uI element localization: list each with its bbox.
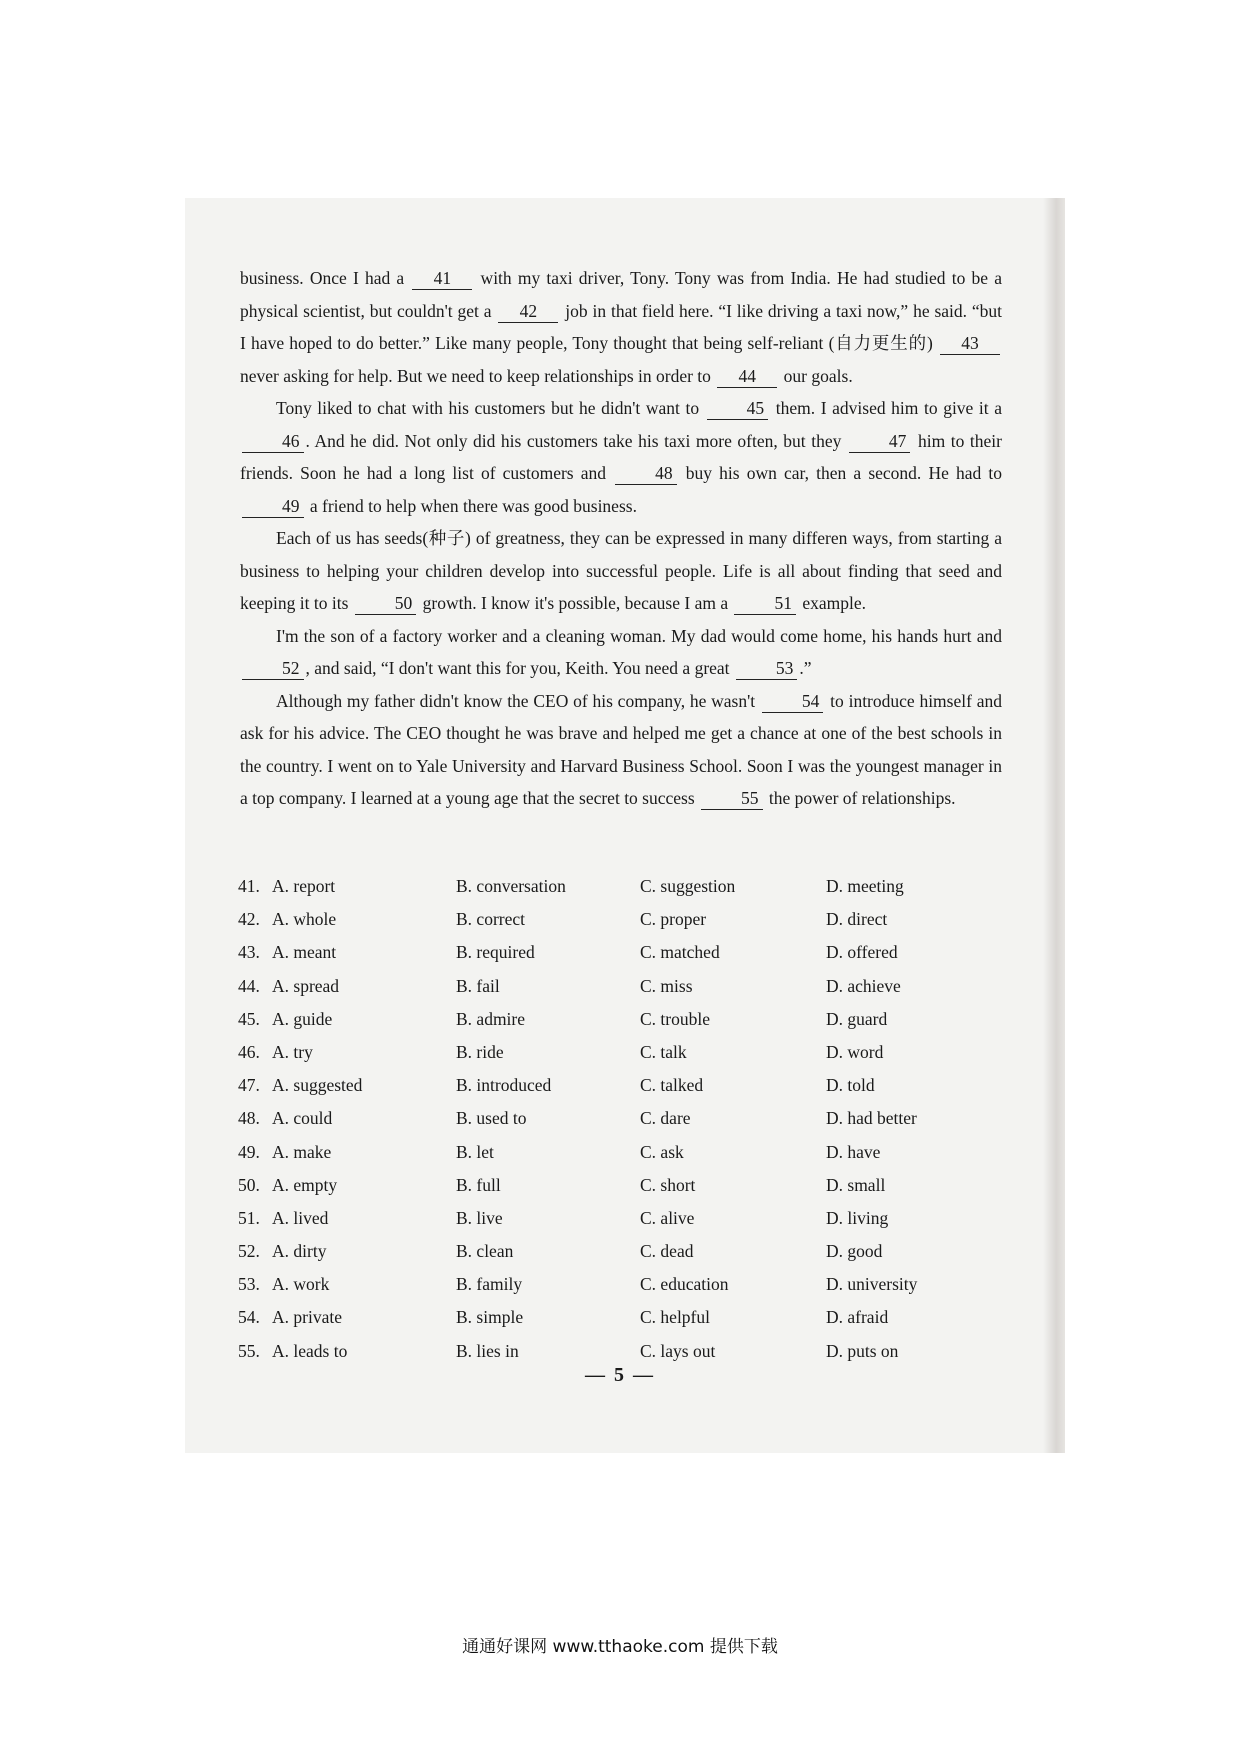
option-row-50 bbox=[238, 1175, 1018, 1208]
option-d: D. guard bbox=[826, 1008, 888, 1029]
question-number: 50. bbox=[238, 1174, 260, 1195]
option-d: D. offered bbox=[826, 942, 898, 963]
option-d: D. good bbox=[826, 1241, 883, 1262]
option-a: A. could bbox=[272, 1108, 333, 1129]
option-c: C. proper bbox=[640, 909, 707, 930]
blank-54: 54 bbox=[762, 690, 824, 713]
scan-edge-shadow bbox=[1043, 198, 1065, 1453]
option-a: A. suggested bbox=[272, 1075, 363, 1096]
option-d: D. living bbox=[826, 1207, 889, 1228]
option-a: A. report bbox=[272, 876, 336, 896]
blank-48: 48 bbox=[615, 462, 677, 485]
option-c: C. dead bbox=[640, 1241, 694, 1262]
option-c: C. talk bbox=[640, 1041, 687, 1062]
option-d: D. puts on bbox=[826, 1340, 899, 1361]
blank-53: 53 bbox=[736, 657, 798, 680]
option-a: A. dirty bbox=[272, 1241, 327, 1262]
option-row-49 bbox=[238, 1142, 1018, 1175]
option-b: B. clean bbox=[456, 1241, 514, 1262]
option-c: C. alive bbox=[640, 1207, 695, 1228]
option-b: B. fail bbox=[456, 975, 500, 996]
option-b: B. let bbox=[456, 1141, 494, 1162]
option-b: B. live bbox=[456, 1207, 503, 1228]
option-c: C. ask bbox=[640, 1141, 684, 1162]
question-number: 41. bbox=[238, 876, 260, 896]
option-a: A. guide bbox=[272, 1008, 333, 1029]
blank-45: 45 bbox=[707, 397, 769, 420]
question-number: 47. bbox=[238, 1075, 260, 1096]
question-number: 48. bbox=[238, 1108, 260, 1129]
option-c: C. trouble bbox=[640, 1008, 710, 1029]
option-row-44 bbox=[238, 976, 1018, 1009]
blank-47: 47 bbox=[849, 430, 911, 453]
option-b: B. simple bbox=[456, 1307, 524, 1328]
option-d: D. word bbox=[826, 1041, 884, 1062]
option-b: B. used to bbox=[456, 1108, 527, 1129]
question-number: 53. bbox=[238, 1274, 260, 1295]
option-b: B. conversation bbox=[456, 876, 566, 896]
option-b: B. correct bbox=[456, 909, 525, 930]
option-b: B. introduced bbox=[456, 1075, 552, 1096]
blank-44: 44 bbox=[717, 365, 777, 388]
option-c: C. suggestion bbox=[640, 876, 736, 896]
question-number: 55. bbox=[238, 1340, 260, 1361]
option-d: D. have bbox=[826, 1141, 881, 1162]
option-row-42 bbox=[238, 909, 1018, 942]
option-row-47 bbox=[238, 1075, 1018, 1108]
option-row-51 bbox=[238, 1208, 1018, 1241]
question-number: 44. bbox=[238, 975, 260, 996]
option-row-48 bbox=[238, 1108, 1018, 1141]
option-c: C. matched bbox=[640, 942, 720, 963]
option-c: C. helpful bbox=[640, 1307, 710, 1328]
question-number: 46. bbox=[238, 1041, 260, 1062]
option-b: B. lies in bbox=[456, 1340, 519, 1361]
question-number: 51. bbox=[238, 1207, 260, 1228]
option-c: C. education bbox=[640, 1274, 729, 1295]
option-b: B. admire bbox=[456, 1008, 526, 1029]
option-c: C. talked bbox=[640, 1075, 704, 1096]
blank-55: 55 bbox=[701, 787, 763, 810]
option-row-52 bbox=[238, 1241, 1018, 1274]
option-d: D. achieve bbox=[826, 975, 901, 996]
option-a: A. lived bbox=[272, 1207, 329, 1228]
blank-43: 43 bbox=[940, 332, 1000, 355]
page-number: — 5 — bbox=[585, 1364, 655, 1386]
option-row-45 bbox=[238, 1009, 1018, 1042]
footer-watermark: 通通好课网 www.tthaoke.com 提供下载 bbox=[462, 1637, 778, 1657]
paragraph-1: business. Once I had a 41 with my taxi driver, Tony. Tony was from India. He had studied to be a physical scientist, but couldn't get a 42 job in that field here. “I like driving a taxi now,” he said. “but I have hoped to do better.” Like many people, Tony thought that being self-reliant (自力更生的) 43 never asking for help. But we need to keep relationships in order to 44 our goals. bbox=[240, 268, 1003, 386]
option-d: D. told bbox=[826, 1075, 875, 1096]
option-row-41 bbox=[238, 876, 1018, 909]
option-a: A. private bbox=[272, 1307, 342, 1328]
option-row-54 bbox=[238, 1307, 1018, 1340]
option-a: A. leads to bbox=[272, 1340, 348, 1361]
paragraph-5: Although my father didn't know the CEO of his company, he wasn't 54 to introduce himself and ask for his advice. The CEO thought he was brave and helped me get a chance at one of the best schools in the country. I went on to Yale University and Harvard Business School. Soon I was the youngest manager in a top company. I learned at a young age that the secret to success 55 the power of relationships. bbox=[240, 690, 1002, 808]
option-d: D. afraid bbox=[826, 1307, 889, 1328]
paragraph-4: I'm the son of a factory worker and a cleaning woman. My dad would come home, his hands hurt and 52 , and said, “I don't want this for you, Keith. You need a great 53 .” bbox=[240, 620, 1002, 685]
blank-49: 49 bbox=[242, 495, 304, 518]
option-d: D. meeting bbox=[826, 876, 904, 896]
option-row-43 bbox=[238, 942, 1018, 975]
blank-50: 50 bbox=[355, 592, 417, 615]
option-a: A. meant bbox=[272, 942, 337, 963]
paragraph-3: Each of us has seeds(种子) of greatness, they can be expressed in many differen ways, from starting a business to helping your children develop into successful people. Life is all about finding that seed and keeping it to its 50 growth. I know it's possible, because I am a 51 example. bbox=[240, 528, 1002, 613]
option-row-46 bbox=[238, 1042, 1018, 1075]
question-number: 54. bbox=[238, 1307, 260, 1328]
question-number: 52. bbox=[238, 1241, 260, 1262]
blank-46: 46 bbox=[242, 430, 304, 453]
question-number: 45. bbox=[238, 1008, 260, 1029]
question-number: 42. bbox=[238, 909, 260, 930]
option-d: D. university bbox=[826, 1274, 918, 1295]
blank-52: 52 bbox=[242, 657, 304, 680]
question-number: 49. bbox=[238, 1141, 260, 1162]
option-d: D. had better bbox=[826, 1108, 917, 1129]
blank-41: 41 bbox=[412, 267, 472, 290]
option-a: A. make bbox=[272, 1141, 332, 1162]
question-number: 43. bbox=[238, 942, 260, 963]
answer-options bbox=[238, 876, 1018, 1374]
blank-42: 42 bbox=[498, 300, 558, 323]
option-a: A. work bbox=[272, 1274, 330, 1295]
option-a: A. try bbox=[272, 1041, 313, 1062]
option-a: A. empty bbox=[272, 1174, 338, 1195]
option-c: C. dare bbox=[640, 1108, 691, 1129]
option-b: B. family bbox=[456, 1274, 523, 1295]
option-b: B. full bbox=[456, 1174, 501, 1195]
option-a: A. spread bbox=[272, 975, 340, 996]
option-row-53 bbox=[238, 1274, 1018, 1307]
option-a: A. whole bbox=[272, 909, 337, 930]
blank-51: 51 bbox=[734, 592, 796, 615]
option-b: B. required bbox=[456, 942, 535, 963]
option-d: D. direct bbox=[826, 909, 888, 930]
paragraph-2: Tony liked to chat with his customers but he didn't want to 45 them. I advised him to give it a 46 . And he did. Not only did his customers take his taxi more often, but they 47 him to their friends. Soon he had a long list of customers and 48 buy his own car, then a second. He had to 49 a friend to help when there was good business. bbox=[240, 398, 1002, 516]
option-b: B. ride bbox=[456, 1041, 504, 1062]
option-c: C. lays out bbox=[640, 1340, 716, 1361]
cloze-passage bbox=[240, 262, 1002, 815]
option-d: D. small bbox=[826, 1174, 886, 1195]
option-c: C. short bbox=[640, 1174, 696, 1195]
option-c: C. miss bbox=[640, 975, 693, 996]
